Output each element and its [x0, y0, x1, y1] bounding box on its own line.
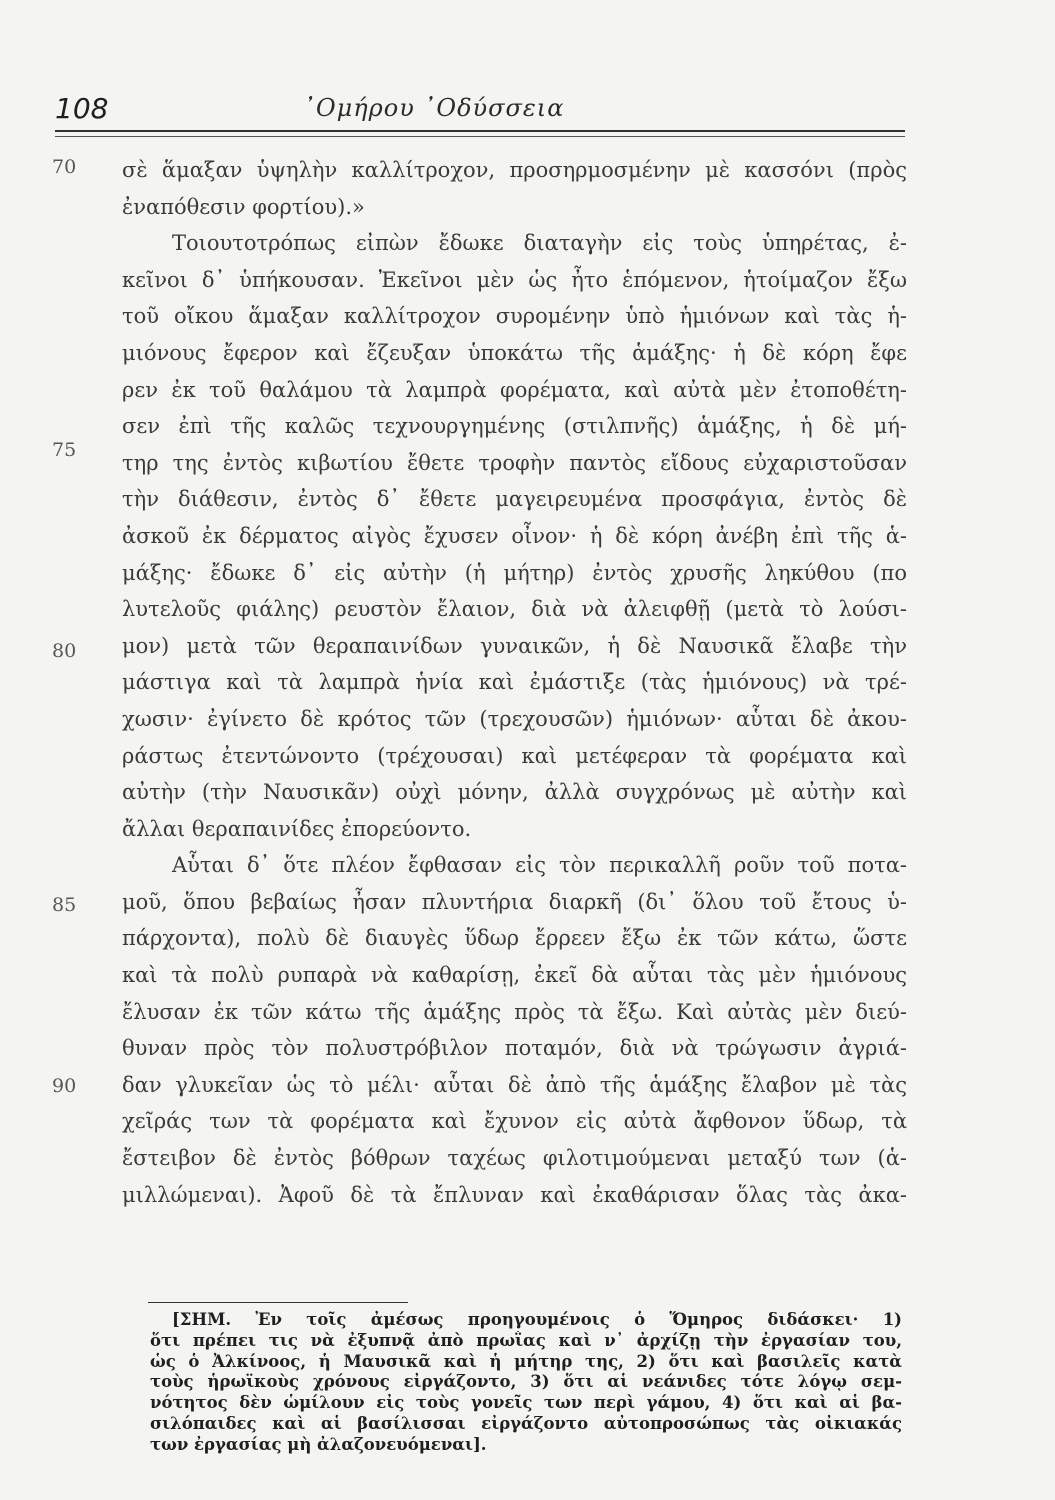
text-line: ἔλυσαν ἐκ τῶν κάτω τῆς ἁμάξης πρὸς τὰ ἔξω. Καὶ αὐτὰς μὲν διεύ- [122, 999, 907, 1024]
main-text [122, 152, 907, 1213]
text-line: τηρ της ἐντὸς κιβωτίου ἔθετε τροφὴν παντὸς εἴδους εὐχαριστοῦσαν [122, 450, 907, 475]
text-line: πάρχοντα), πολὺ δὲ διαυγὲς ὕδωρ ἔρρεεν ἔξω ἐκ τῶν κάτω, ὥστε [122, 926, 907, 951]
text-line: κεῖνοι δ᾿ ὑπήκουσαν. Ἐκεῖνοι μὲν ὡς ἦτο ἑπόμενον, ἡτοίμαζον ἔξω [122, 267, 907, 292]
footnote-rule [148, 1302, 408, 1303]
text-line: μιλλώμεναι). Ἀφοῦ δὲ τὰ ἔπλυναν καὶ ἐκαθάρισαν ὅλας τὰς ἀκα- [122, 1182, 907, 1207]
text-line: μάξης· ἔδωκε δ᾿ εἰς αὐτὴν (ἡ μήτηρ) ἐντὸς χρυσῆς ληκύθου (πο [122, 560, 907, 585]
text-line: Τοιουτοτρόπως εἰπὼν ἔδωκε διαταγὴν εἰς τοὺς ὑπηρέτας, ἐ- [172, 231, 907, 256]
text-line: τὴν διάθεσιν, ἐντὸς δ᾿ ἔθετε μαγειρευμένα προσφάγια, ἐντὸς δὲ [122, 487, 907, 512]
footnote-line: σιλόπαιδες καὶ αἱ βασίλισσαι εἰργάζοντο αὐτοπροσώπως τὰς οἰκιακάς [150, 1413, 902, 1433]
line-number: 85 [52, 894, 77, 916]
text-line: μιόνους ἔφερον καὶ ἔζευξαν ὑποκάτω τῆς ἁμάξης· ἡ δὲ κόρη ἔφε [122, 340, 907, 365]
text-line: ράστως ἐτεντώνοντο (τρέχουσαι) καὶ μετέφεραν τὰ φορέματα καὶ [122, 743, 907, 768]
text-line: ἄλλαι θεραπαινίδες ἐπορεύοντο. [122, 816, 472, 841]
footnote-line: τοὺς ἡρωϊκοὺς χρόνους εἰργάζοντο, 3) ὅτι αἱ νεάνιδες τότε λόγῳ σεμ- [150, 1372, 902, 1392]
text-line: μάστιγα καὶ τὰ λαμπρὰ ἡνία καὶ ἐμάστιξε (τὰς ἡμιόνους) νὰ τρέ- [122, 670, 907, 695]
text-line: ἔστειβον δὲ ἐντὸς βόθρων ταχέως φιλοτιμούμεναι μεταξύ των (ἁ- [122, 1146, 907, 1171]
text-line: θυναν πρὸς τὸν πολυστρόβιλον ποταμόν, διὰ νὰ τρώγωσιν ἀγριά- [122, 1036, 907, 1061]
footnote-line: ὡς ὁ Ἀλκίνοος, ἡ Μαυσικᾶ καὶ ἡ μήτηρ της, 2) ὅτι καὶ βασιλεῖς κατὰ [150, 1351, 902, 1371]
text-line: καὶ τὰ πολὺ ρυπαρὰ νὰ καθαρίσῃ, ἐκεῖ δὰ αὗται τὰς μὲν ἡμιόνους [122, 963, 907, 988]
page-header [55, 92, 905, 132]
footnote-line: ὅτι πρέπει τις νὰ ἐξυπνᾷ ἀπὸ πρωΐας καὶ ν᾿ ἀρχίζῃ τὴν ἐργασίαν του, [150, 1330, 902, 1350]
line-number: 75 [52, 439, 77, 461]
text-line: ρεν ἐκ τοῦ θαλάμου τὰ λαμπρὰ φορέματα, καὶ αὐτὰ μὲν ἐτοποθέτη- [122, 377, 907, 402]
text-line: τοῦ οἴκου ἅμαξαν καλλίτροχον συρομένην ὑπὸ ἡμιόνων καὶ τὰς ἡ- [122, 304, 907, 329]
text-line: σεν ἐπὶ τῆς καλῶς τεχνουργημένης (στιλπνῆς) ἁμάξης, ἡ δὲ μή- [122, 414, 907, 439]
text-line: λυτελοῦς φιάλης) ρευστὸν ἔλαιον, διὰ νὰ ἀλειφθῇ (μετὰ τὸ λούσι- [122, 597, 907, 622]
line-number: 70 [52, 156, 77, 178]
text-line: Αὗται δ᾿ ὅτε πλέον ἔφθασαν εἰς τὸν περικαλλῆ ροῦν τοῦ ποτα- [172, 853, 907, 878]
footnote [150, 1310, 902, 1456]
text-line: ἐναπόθεσιν φορτίου).» [122, 194, 365, 219]
text-line: ἀσκοῦ ἐκ δέρματος αἰγὸς ἔχυσεν οἶνον· ἡ δὲ κόρη ἀνέβη ἐπὶ τῆς ἁ- [122, 523, 907, 548]
line-number: 90 [52, 1075, 77, 1097]
header-rule-thin [55, 136, 905, 137]
text-line: χεῖράς των τὰ φορέματα καὶ ἔχυνον εἰς αὐτὰ ἄφθονον ὕδωρ, τὰ [122, 1109, 907, 1134]
text-line: σὲ ἅμαξαν ὑψηλὴν καλλίτροχον, προσηρμοσμένην μὲ κασσόνι (πρὸς [122, 158, 907, 182]
footnote-line: νότητος δὲν ὡμίλουν εἰς τοὺς γονεῖς των περὶ γάμου, 4) ὅτι καὶ αἱ βα- [150, 1393, 902, 1413]
footnote-line: [ΣΗΜ. Ἐν τοῖς ἀμέσως προηγουμένοις ὁ Ὅμηρος διδάσκει· 1) [172, 1310, 902, 1329]
text-line: μον) μετὰ τῶν θεραπαινίδων γυναικῶν, ἡ δὲ Ναυσικᾶ ἔλαβε τὴν [122, 633, 907, 658]
page-number: 108 [55, 92, 109, 125]
text-line: αὐτὴν (τὴν Ναυσικᾶν) οὐχὶ μόνην, ἀλλὰ συγχρόνως μὲ αὐτὴν καὶ [122, 780, 907, 805]
text-line: δαν γλυκεῖαν ὡς τὸ μέλι· αὗται δὲ ἀπὸ τῆς ἁμάξης ἔλαβον μὲ τὰς [122, 1072, 907, 1097]
footnote-line: των ἐργασίας μὴ ἀλαζονευόμεναι]. [150, 1434, 487, 1454]
text-line: μοῦ, ὅπου βεβαίως ἦσαν πλυντήρια διαρκῆ (δι᾿ ὅλου τοῦ ἔτους ὑ- [122, 889, 907, 914]
text-line: χωσιν· ἐγίνετο δὲ κρότος τῶν (τρεχουσῶν) ἡμιόνων· αὗται δὲ ἀκου- [122, 706, 907, 731]
running-title: ᾿Ομήρου ᾿Οδύσσεια [303, 94, 565, 122]
line-number: 80 [52, 640, 77, 662]
header-rule-thick [55, 130, 905, 132]
